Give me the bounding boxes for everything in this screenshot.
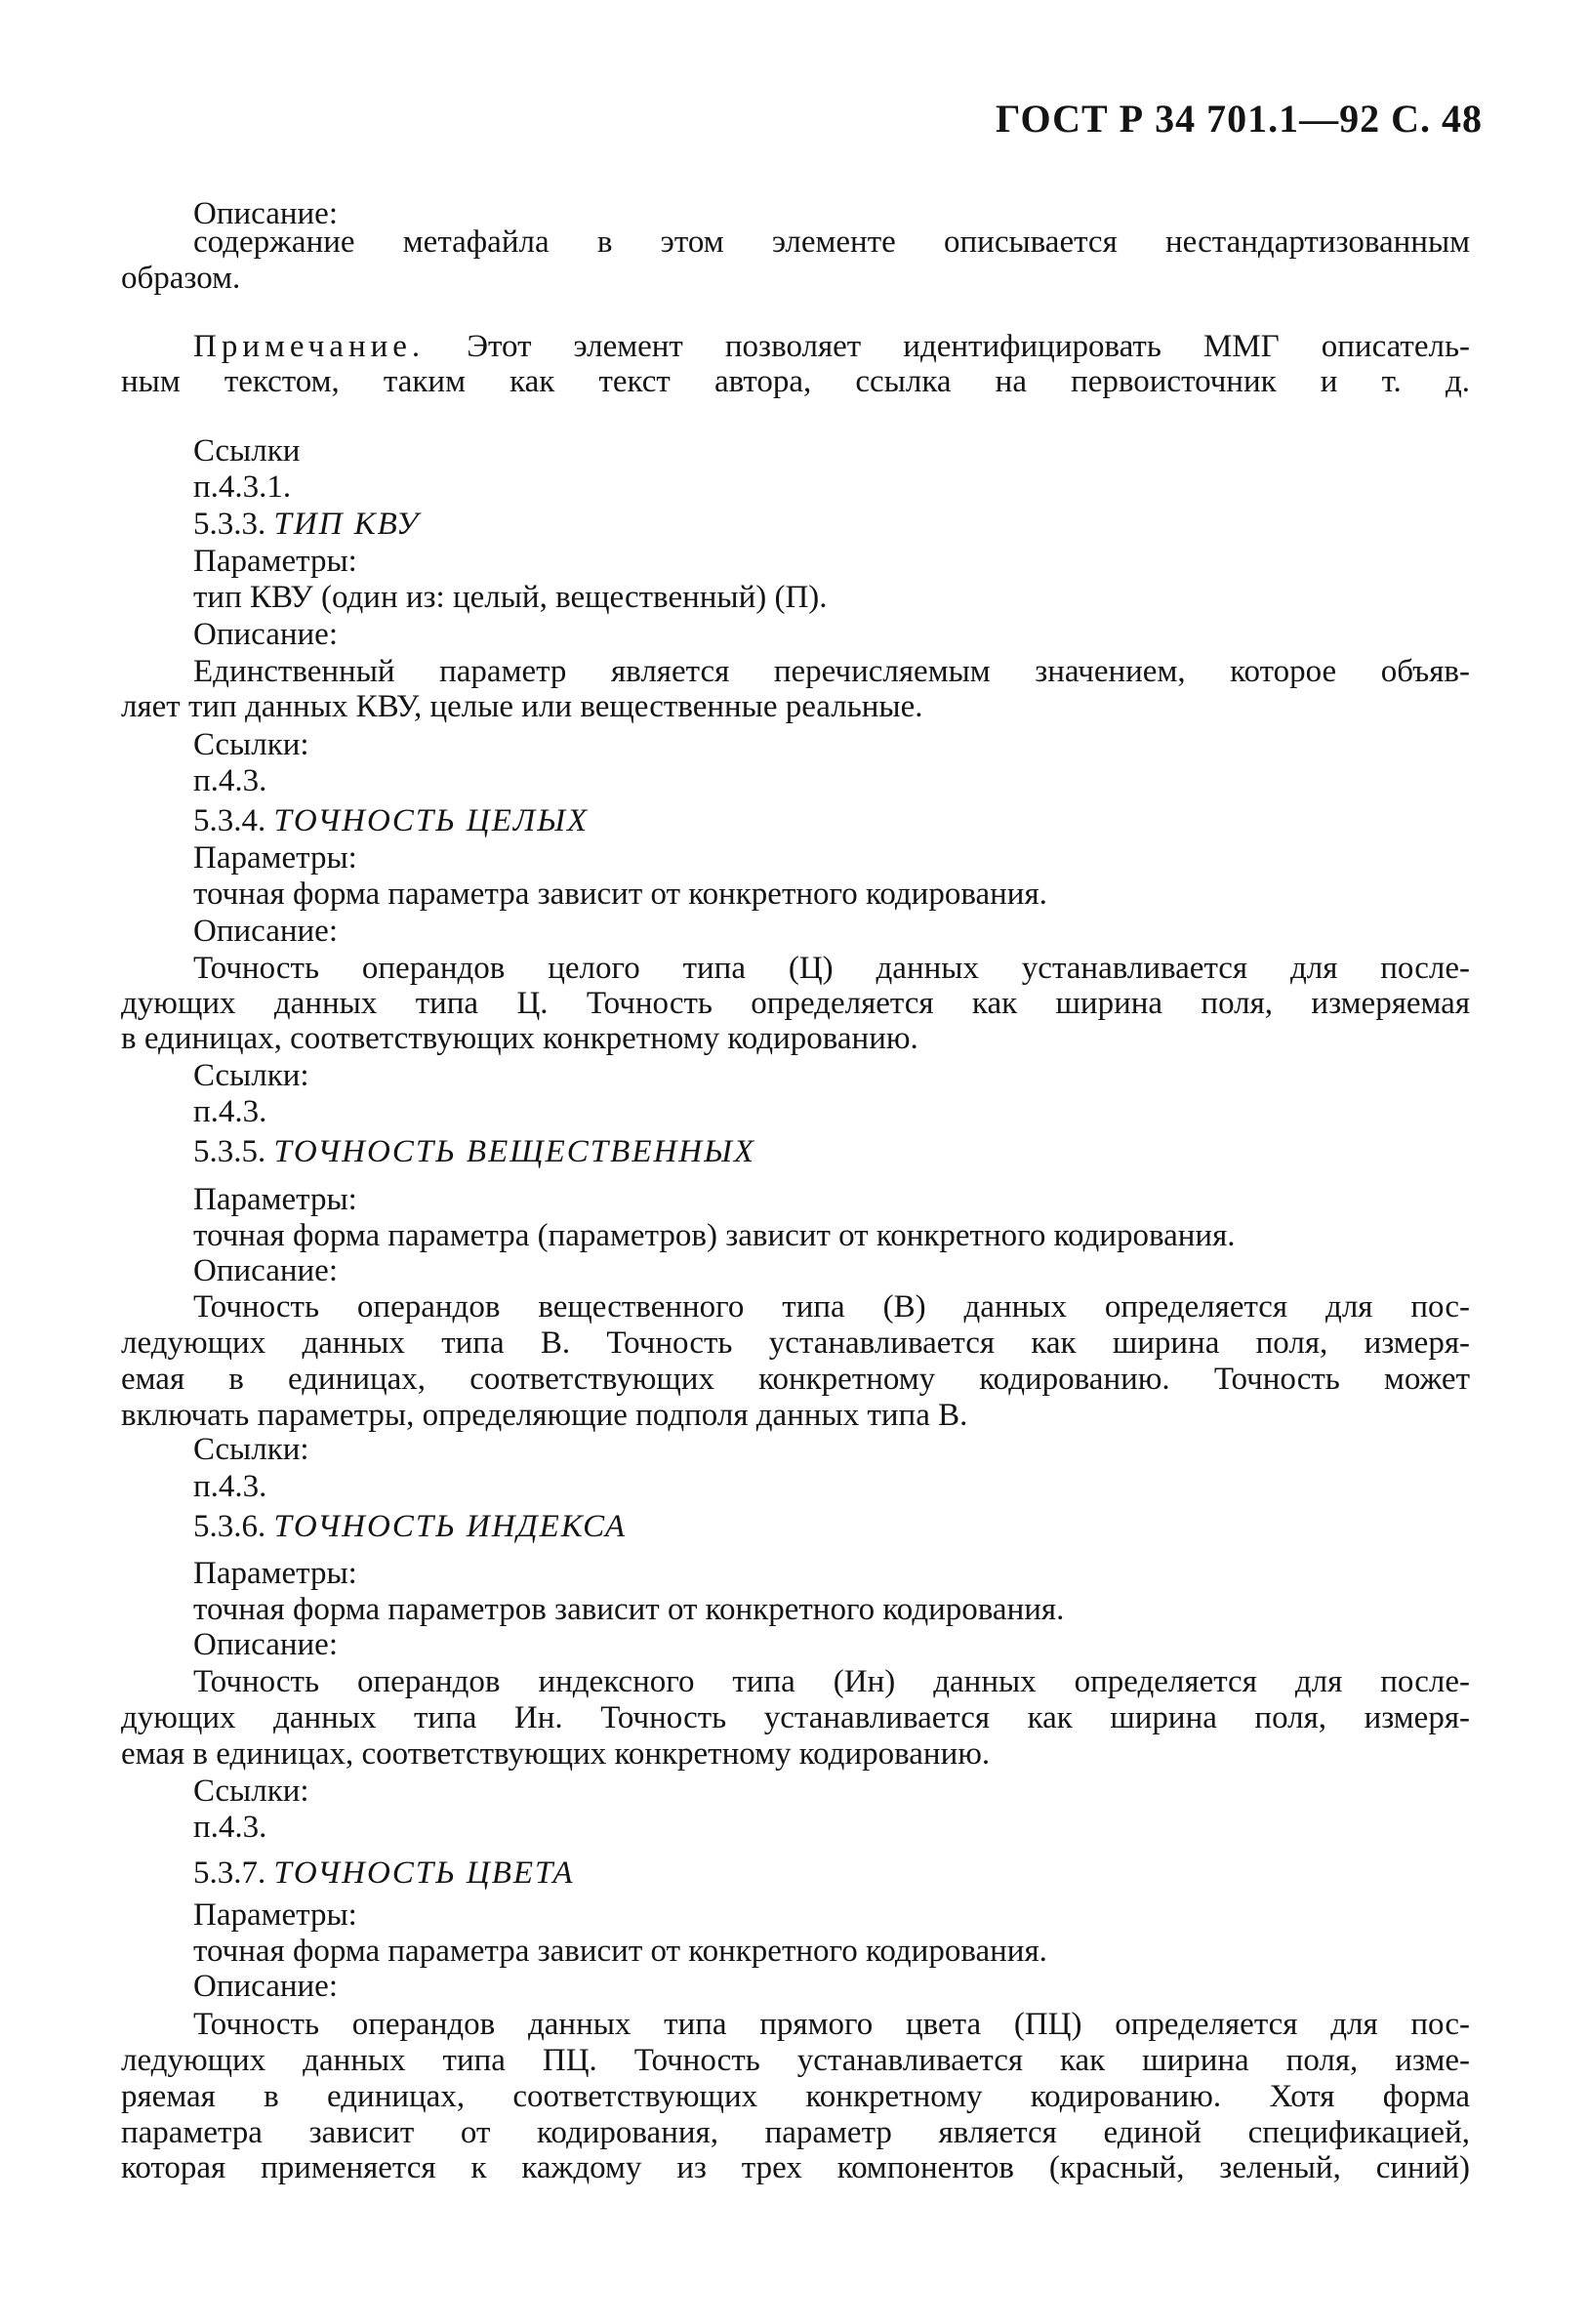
- section-number: 5.3.4.: [193, 803, 266, 838]
- text-line: ряемая в единицах, соответствующих конкретному кодированию. Хотя форма: [121, 2079, 1470, 2114]
- parameters-label: Параметры:: [193, 840, 357, 876]
- parameters-text: тип КВУ (один из: целый, вещественный) (П).: [193, 580, 828, 615]
- text-line: ледующих данных типа В. Точность устанавливается как ширина поля, измеря-: [121, 1325, 1470, 1361]
- reference-value: п.4.3.: [193, 1469, 267, 1504]
- text-line: Точность операндов вещественного типа (В) данных определяется для пос-: [193, 1289, 1470, 1325]
- section-title: ТИП КВУ: [273, 507, 421, 542]
- description-label: Описание:: [193, 1253, 338, 1288]
- text-line: ляет тип данных КВУ, целые или вещественные реальные.: [121, 689, 923, 724]
- section-heading-5-3-3: [193, 506, 420, 543]
- text-line: параметра зависит от кодирования, параметр является единой спецификацией,: [121, 2115, 1470, 2150]
- parameters-text: точная форма параметра зависит от конкретного кодирования.: [193, 1934, 1047, 1969]
- description-label: Описание:: [193, 196, 338, 231]
- reference-value: п.4.3.: [193, 1810, 267, 1845]
- section-number: 5.3.6.: [193, 1509, 266, 1544]
- section-title: ТОЧНОСТЬ ИНДЕКСА: [273, 1509, 628, 1544]
- references-label: Ссылки:: [193, 727, 309, 762]
- section-title: ТОЧНОСТЬ ЦВЕТА: [273, 1855, 575, 1891]
- section-number: 5.3.5.: [193, 1134, 266, 1169]
- text-line: емая в единицах, соответствующих конкретному кодированию. Точность может: [121, 1362, 1470, 1397]
- text-line: Единственный параметр является перечисляемым значением, которое объяв-: [193, 654, 1470, 689]
- note-text: Этот элемент позволяет идентифицировать ММГ описатель-: [467, 329, 1471, 364]
- section-heading-5-3-5: [193, 1133, 755, 1170]
- parameters-label: Параметры:: [193, 1556, 357, 1591]
- section-heading-5-3-6: [193, 1508, 627, 1545]
- section-number: 5.3.7.: [193, 1855, 266, 1891]
- parameters-text: точная форма параметра зависит от конкретного кодирования.: [193, 877, 1047, 912]
- description-label: Описание:: [193, 914, 338, 949]
- text-line: дующих данных типа Ин. Точность устанавливается как ширина поля, измеря-: [121, 1700, 1470, 1735]
- text-line: Точность операндов данных типа прямого цвета (ПЦ) определяется для пос-: [193, 2007, 1470, 2042]
- parameters-label: Параметры:: [193, 1182, 357, 1217]
- text-line: которая применяется к каждому из трех компонентов (красный, зеленый, синий): [121, 2150, 1470, 2185]
- reference-value: п.4.3.1.: [193, 469, 292, 505]
- text-line: образом.: [121, 261, 241, 296]
- parameters-text: точная форма параметра (параметров) зависит от конкретного кодирования.: [193, 1218, 1236, 1253]
- section-title: ТОЧНОСТЬ ВЕЩЕСТВЕННЫХ: [273, 1134, 756, 1169]
- section-title: ТОЧНОСТЬ ЦЕЛЫХ: [273, 803, 590, 838]
- text-line: в единицах, соответствующих конкретному кодированию.: [121, 1021, 918, 1056]
- references-label: Ссылки:: [193, 1432, 309, 1467]
- parameters-text: точная форма параметров зависит от конкретного кодирования.: [193, 1592, 1065, 1627]
- references-label: Ссылки:: [193, 1774, 309, 1809]
- reference-value: п.4.3.: [193, 763, 267, 798]
- text-line: включать параметры, определяющие подполя данных типа В.: [121, 1398, 968, 1433]
- references-label: Ссылки:: [193, 1058, 309, 1093]
- text-line: дующих данных типа Ц. Точность определяется как ширина поля, измеряемая: [121, 986, 1470, 1021]
- text-line: емая в единицах, соответствующих конкретному кодированию.: [121, 1736, 991, 1772]
- parameters-label: Параметры:: [193, 544, 357, 579]
- section-heading-5-3-7: [193, 1855, 574, 1892]
- text-line: Точность операндов целого типа (Ц) данных устанавливается для после-: [193, 951, 1470, 986]
- description-label: Описание:: [193, 1969, 338, 2004]
- parameters-label: Параметры:: [193, 1897, 357, 1933]
- page-header: ГОСТ Р 34 701.1—92 С. 48: [996, 97, 1483, 141]
- text-line: содержание метафайла в этом элементе описывается нестандартизованным: [193, 224, 1470, 260]
- text-line: Точность операндов индексного типа (Ин) данных определяется для после-: [193, 1664, 1470, 1699]
- description-label: Описание:: [193, 1627, 338, 1662]
- references-label: Ссылки: [193, 433, 301, 469]
- reference-value: п.4.3.: [193, 1094, 267, 1129]
- section-heading-5-3-4: [193, 802, 589, 839]
- section-number: 5.3.3.: [193, 507, 266, 542]
- text-line: ледующих данных типа ПЦ. Точность устанавливается как ширина поля, изме-: [121, 2043, 1470, 2078]
- note-line: [193, 328, 1470, 365]
- note-line: ным текстом, таким как текст автора, ссылка на первоисточник и т. д.: [121, 364, 1470, 399]
- note-prefix: Примечание.: [193, 329, 426, 364]
- description-label: Описание:: [193, 617, 338, 652]
